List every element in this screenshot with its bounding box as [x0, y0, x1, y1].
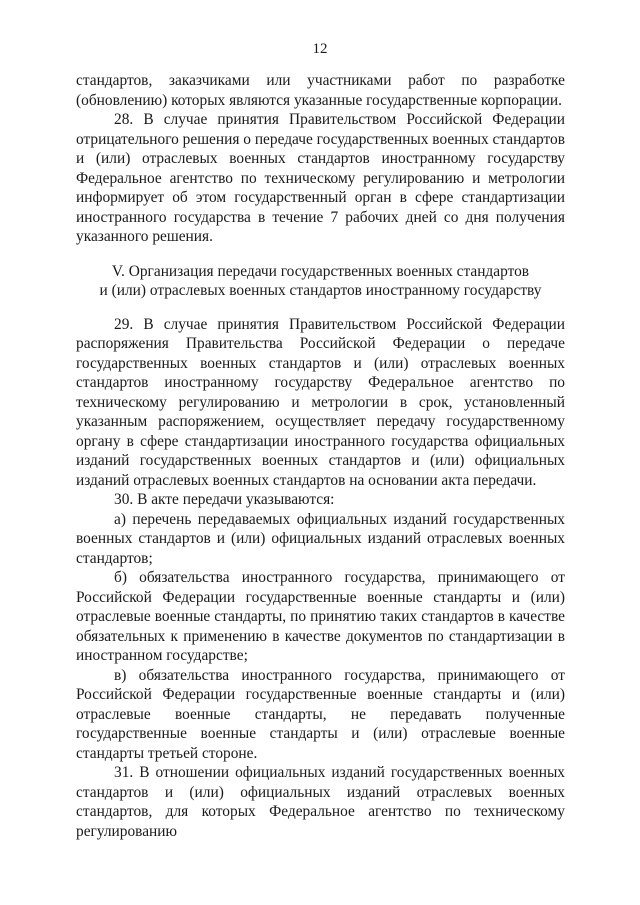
page-number: 12 [312, 41, 328, 57]
paragraph-30-c: в) обязательства иностранного государства, принимающего от Российской Федерации государственные военные стандарты и (или) отраслевые военные стандарты, не передавать полученные государственные военные стандарты и (или) отраслевые военные стандарты третьей стороне. [76, 666, 565, 762]
paragraph-continuation: стандартов, заказчиками или участниками работ по разработке (обновлению) которых являются указанные государственные корпорации. [76, 72, 565, 109]
section-heading-line-1: V. Организация передачи государственных военных стандартов [111, 262, 530, 280]
section-heading-line-2: и (или) отраслевых военных стандартов иностранному государству [99, 282, 542, 299]
paragraph-30: 30. В акте передачи указываются: [114, 491, 335, 508]
paragraph-28: 28. В случае принятия Правительством Российской Федерации отрицательного решения о передаче государственных военных стандартов и (или) отраслевых военных стандартов иностранному государству Федеральное агентство по техническому регулированию и метрологии информирует об этом государственный орган в сфере стандартизации иностранного государства в течение 7 рабочих дней со дня получения указанного решения. [76, 111, 565, 245]
document-body [76, 71, 565, 841]
paragraph-29: 29. В случае принятия Правительством Российской Федерации распоряжения Правительства Российской Федерации о передаче государственных военных стандартов и (или) отраслевых военных стандартов иностранному государству Федеральное агентство по техническому регулированию и метрологии в срок, установленный указанным распоряжением, осуществляет передачу государственному органу в сфере стандартизации иностранного государства официальных изданий государственных военных стандартов и (или) официальных изданий отраслевых военных стандартов на основании акта передачи. [76, 315, 565, 489]
section-heading [76, 262, 565, 301]
paragraph-30-b: б) обязательства иностранного государства, принимающего от Российской Федерации государственные военные стандарты и (или) отраслевые военные стандарты, по принятию таких стандартов в качестве обязательных к применению в качестве документов по стандартизации в иностранном государстве; [76, 569, 565, 664]
paragraph-30-a: а) перечень передаваемых официальных изданий государственных военных стандартов и (или) официальных изданий отраслевых военных стандартов; [76, 510, 565, 567]
paragraph-31: 31. В отношении официальных изданий государственных военных стандартов и (или) официальных изданий отраслевых военных стандартов, для которых Федеральное агентство по техническому регулированию [76, 764, 565, 840]
